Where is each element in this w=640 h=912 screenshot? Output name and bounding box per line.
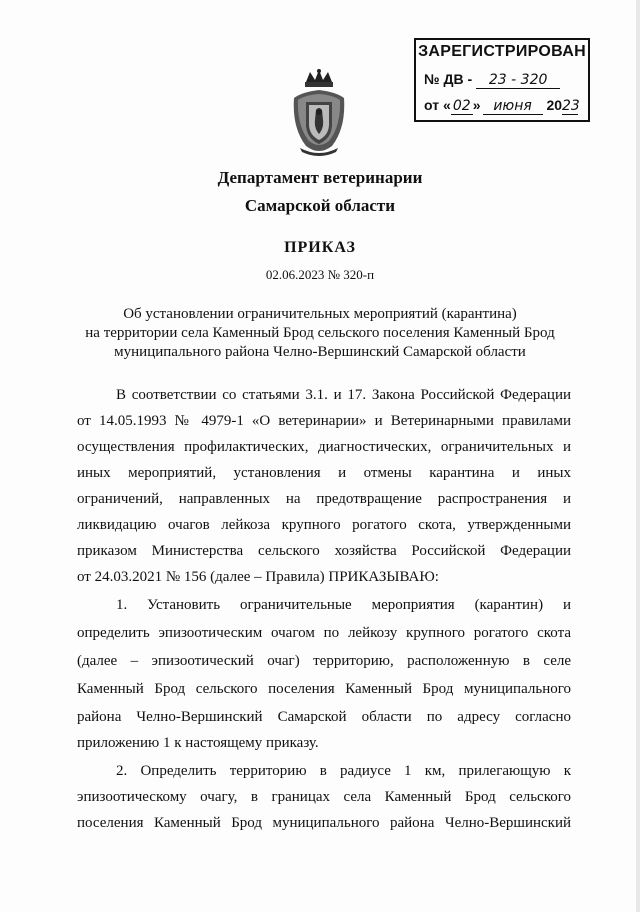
stamp-number-line	[424, 71, 560, 89]
body-text-line: (далее – эпизоотический очаг) территорию, расположенную в селе	[77, 653, 571, 669]
stamp-year-prefix: 20	[546, 97, 563, 113]
subject-line: Об установлении ограничительных мероприятий (карантина)	[123, 306, 517, 322]
body-text-line: приказом Министерства сельского хозяйства Российской Федерации	[77, 543, 571, 559]
stamp-year-handwritten: 23	[562, 98, 580, 114]
stamp-day-handwritten: 02	[451, 98, 473, 115]
body-text-line: от 24.03.2021 № 156 (далее – Правила) ПРИКАЗЫВАЮ:	[77, 569, 439, 585]
body-text-line: определить эпизоотическим очагом по лейкозу крупного рогатого скота	[77, 625, 571, 641]
body-text-line: приложению 1 к настоящему приказу.	[77, 735, 319, 751]
body-text-line: 1. Установить ограничительные мероприятия (карантин) и	[116, 597, 571, 613]
document-type-title: ПРИКАЗ	[284, 239, 356, 256]
body-text-line: В соответствии со статьями 3.1. и 17. Закона Российской Федерации	[116, 387, 571, 403]
scan-edge	[636, 0, 640, 912]
stamp-number-handwritten: 23 - 320	[476, 72, 560, 89]
stamp-number-label: № ДВ -	[424, 71, 473, 87]
stamp-date-mid: »	[472, 97, 481, 113]
stamp-date-prefix: от «	[424, 97, 451, 113]
stamp-date-line	[424, 97, 578, 115]
subject-line: муниципального района Челно-Вершинский Самарской области	[114, 344, 526, 360]
department-name-line1: Департамент ветеринарии	[217, 168, 423, 187]
department-name-line2: Самарской области	[244, 196, 396, 215]
stamp-title: ЗАРЕГИСТРИРОВАН	[418, 43, 586, 60]
coat-of-arms-icon	[286, 68, 352, 156]
body-text-line: осуществления профилактических, диагностических, ограничительных и	[77, 439, 571, 455]
body-text-line: эпизоотическому очагу, в границах села Каменный Брод сельского	[77, 789, 571, 805]
body-text-line: поселения Каменный Брод муниципального района Челно-Вершинский	[77, 815, 571, 831]
document-date-number: 02.06.2023 № 320-п	[265, 267, 375, 282]
body-text-line: ограничений, направленных на предотвращение распространения и	[77, 491, 571, 507]
body-text-line: ликвидацию очагов лейкоза крупного рогатого скота, утвержденными	[77, 517, 571, 533]
stamp-month-handwritten: июня	[483, 98, 543, 115]
body-text-line: от 14.05.1993 № 4979-1 «О ветеринарии» и Ветеринарными правилами	[77, 413, 571, 429]
body-text-line: иных мероприятий, установления и отмены карантина и иных	[77, 465, 571, 481]
registration-stamp	[414, 38, 590, 122]
subject-line: на территории села Каменный Брод сельского поселения Каменный Брод	[85, 325, 555, 341]
body-text-line: Каменный Брод сельского поселения Каменный Брод муниципального	[77, 681, 571, 697]
body-text-line: района Челно-Вершинский Самарской области по адресу согласно	[77, 709, 571, 725]
body-text-line: 2. Определить территорию в радиусе 1 км, прилегающую к	[116, 763, 571, 779]
